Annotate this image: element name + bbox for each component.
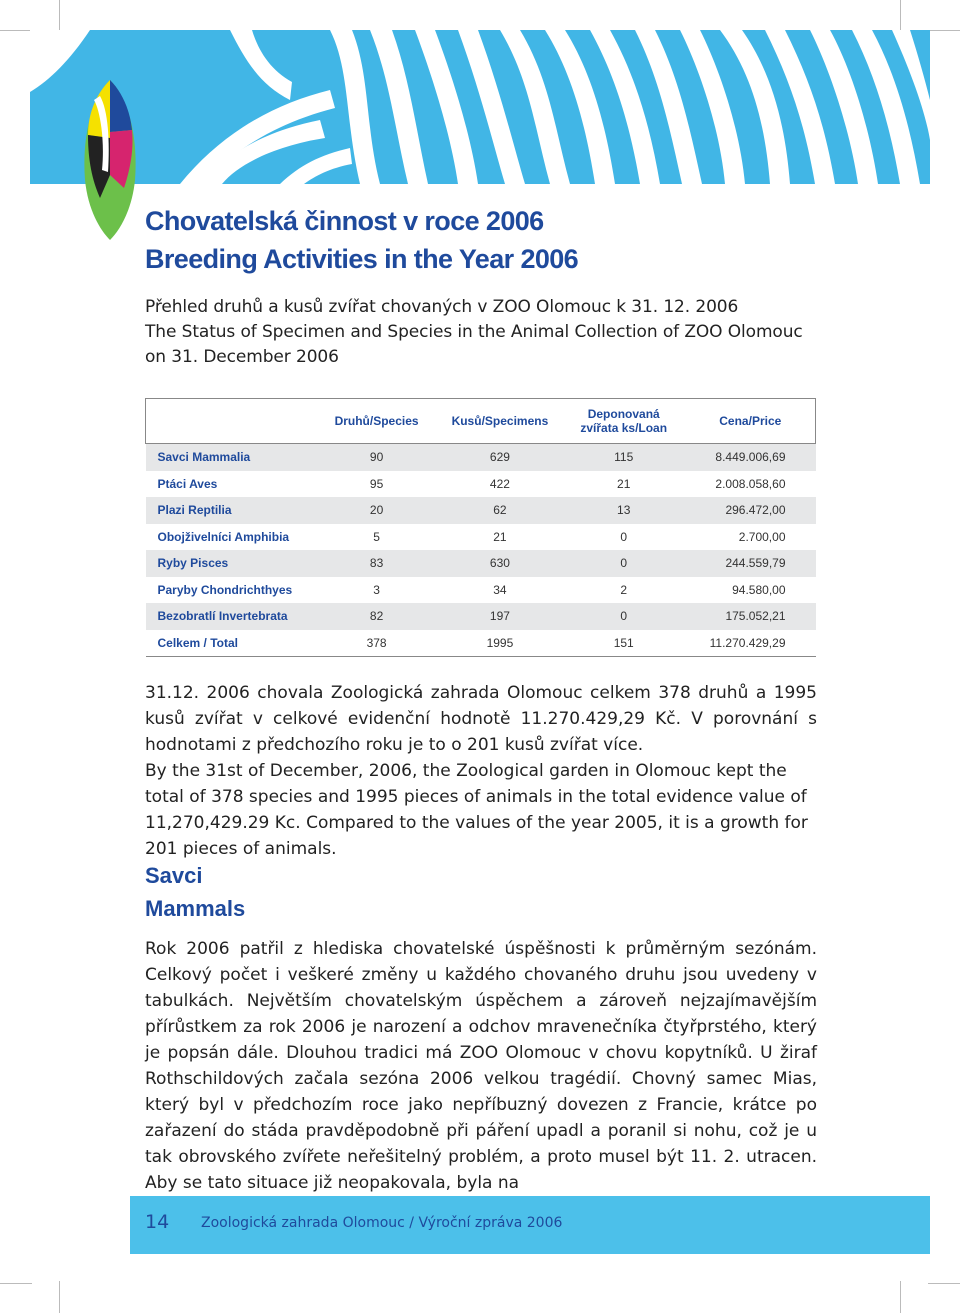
table-cell-price: 175.052,21	[725, 609, 786, 624]
section-title-cs: Savci	[145, 863, 203, 888]
zebra-stripes-image	[30, 30, 930, 184]
summary-text-en: By the 31st of December, 2006, the Zoological garden in Olomouc kept the total of 378 species and 1995 pieces of animals in the total evidence value of 11,270,429.29 Kc. Compared to the values of the year 2005, it is a growth for 201 pieces of animals.	[145, 761, 808, 859]
table-cell-loan: 2	[620, 582, 628, 597]
table-cell-species: 20	[369, 503, 384, 518]
table-cell-loan: 0	[620, 529, 628, 544]
table-cell-price: 94.580,00	[732, 582, 786, 597]
table-cell-loan: 21	[617, 476, 631, 491]
table-cell-specimens: 630	[489, 556, 510, 571]
table-cell-price: 2.008.058,60	[715, 476, 786, 491]
table-header-loan	[562, 399, 686, 444]
section-body-text: Rok 2006 patřil z hlediska chovatelské úspěšnosti k průměrným sezónám. Celkový počet i veškeré změny u každého chovaného druhu jsou uvedeny v tabulkách. Největším chovatelským úspěchem a zároveň nejzajímavějším přírůstkem za rok 2006 je narození a odchov mravenečníka čtyřprstého, který je popsán dále. Dlouhou tradici má ZOO Olomouc v chovu kopytníků. U žiraf Rothschildových začala sezóna 2006 velkou tragédií. Chovný samec Mias, který byl v předchozím roce jako nepříbuzný dovezen z Francie, krátce po zařazení do stáda pravděpodobně při páření upadl a poranil si nohu, což je u tak obrovského zvířete neřešitelný problém, a proto musel být 11. 2. utracen. Aby se tato situace již neopakovala, byla na	[145, 939, 817, 1193]
table-row	[146, 524, 816, 551]
intro-line-cs: Přehled druhů a kusů zvířat chovaných v ZOO Olomouc k 31. 12. 2006	[145, 297, 739, 317]
table-cell-loan: 115	[614, 450, 634, 465]
table-cell-species: 83	[369, 556, 384, 571]
table-cell-price: 244.559,79	[725, 556, 786, 571]
table-cell-specimens: 62	[493, 503, 507, 518]
table-cell-label: Ryby Pisces	[157, 556, 229, 571]
intro-line-en: The Status of Specimen and Species in the Animal Collection of ZOO Olomouc	[145, 322, 803, 342]
intro-line-date: on 31. December 2006	[145, 347, 339, 367]
crop-mark	[928, 1283, 960, 1284]
table-header-price: Cena/Price	[719, 414, 782, 428]
table-header-loan-line1: Deponovaná	[587, 407, 660, 421]
table-cell-specimens: 422	[489, 476, 510, 491]
table-row	[146, 444, 816, 471]
table-cell-loan: 0	[620, 609, 628, 624]
table-cell-price: 8.449.006,69	[715, 450, 786, 465]
crop-mark	[0, 1283, 32, 1284]
table-cell-specimens: 21	[493, 529, 507, 544]
table-cell-specimens: 34	[493, 582, 507, 597]
table-row	[146, 577, 816, 604]
crop-mark	[0, 30, 32, 31]
table-cell-label: Celkem / Total	[157, 635, 238, 650]
summary-text-cs: 31.12. 2006 chovala Zoologická zahrada Olomouc celkem 378 druhů a 1995 kusů zvířat v celkové evidenční hodnotě 11.270.429,29 Kč. V porovnání s hodnotami z předchozího roku je to o 201 kusů zvířat více.	[145, 683, 817, 755]
table-row	[146, 603, 816, 630]
table-row	[146, 630, 816, 657]
collection-status-table	[145, 398, 816, 657]
table-header-specimens: Kusů/Specimens	[451, 414, 549, 428]
table-cell-label: Paryby Chondrichthyes	[157, 582, 293, 597]
table-cell-price: 296.472,00	[725, 503, 786, 518]
table-header-loan-line2: zvířata ks/Loan	[580, 421, 668, 435]
table-cell-loan: 0	[620, 556, 628, 571]
page-title-en: Breeding Activities in the Year 2006	[145, 244, 579, 274]
table-cell-loan: 151	[613, 635, 634, 650]
crop-mark	[900, 0, 901, 32]
section-title-en: Mammals	[145, 896, 246, 921]
table-cell-price: 2.700,00	[738, 529, 786, 544]
table-cell-species: 82	[369, 609, 384, 624]
table-cell-species: 90	[369, 450, 384, 465]
table-cell-species: 5	[373, 529, 380, 544]
page-title-cs: Chovatelská činnost v roce 2006	[145, 206, 544, 236]
table-cell-label: Ptáci Aves	[157, 476, 218, 491]
table-cell-label: Bezobratlí Invertebrata	[157, 609, 288, 624]
table-cell-species: 3	[373, 582, 380, 597]
table-cell-price: 11.270.429,29	[709, 635, 786, 650]
crop-mark	[59, 0, 60, 32]
table-cell-loan: 13	[617, 503, 631, 518]
table-cell-label: Plazi Reptilia	[157, 503, 232, 518]
table-cell-label: Savci Mammalia	[157, 450, 251, 465]
table-cell-label: Obojživelníci Amphibia	[157, 529, 290, 544]
table-cell-species: 378	[366, 635, 387, 650]
footer-publication-title: Zoologická zahrada Olomouc / Výroční zpráva 2006	[201, 1215, 563, 1231]
crop-mark	[59, 1281, 60, 1313]
table-header-species: Druhů/Species	[334, 414, 419, 428]
crop-mark	[928, 30, 960, 31]
table-header-row	[146, 399, 816, 444]
table-cell-specimens: 629	[489, 450, 510, 465]
table-row	[146, 471, 816, 498]
table-row	[146, 550, 816, 577]
zoo-olomouc-logo	[80, 80, 140, 240]
table-row	[146, 497, 816, 524]
table-body	[146, 444, 816, 657]
table-cell-specimens: 197	[489, 609, 510, 624]
page-number: 14	[145, 1211, 170, 1233]
zebra-banner	[30, 30, 930, 184]
crop-mark	[900, 1281, 901, 1313]
table-cell-species: 95	[369, 476, 384, 491]
table-cell-specimens: 1995	[486, 635, 514, 650]
table-header-empty	[146, 399, 316, 444]
